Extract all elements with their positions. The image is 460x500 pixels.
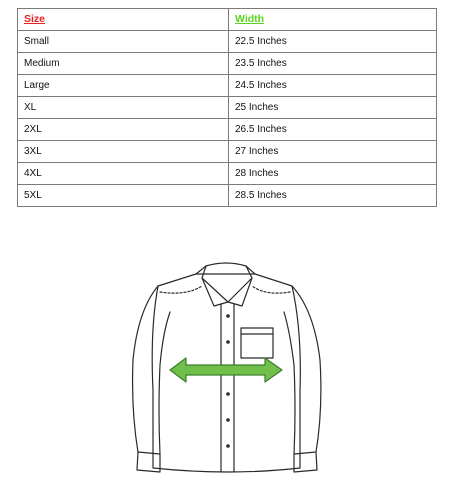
- shirt-outline-icon: [0, 240, 460, 500]
- width-cell: 25 Inches: [229, 97, 437, 119]
- width-cell: 23.5 Inches: [229, 53, 437, 75]
- double-arrow-icon: [170, 358, 282, 382]
- shirt-button: [226, 392, 230, 396]
- shirt-buttons: [226, 314, 230, 448]
- table-row: [18, 75, 437, 97]
- width-header-cell: [229, 9, 437, 31]
- size-header-cell: [18, 9, 229, 31]
- shirt-button: [226, 314, 230, 318]
- size-header: Size: [24, 13, 46, 25]
- size-cell: 5XL: [18, 185, 229, 207]
- width-cell: 27 Inches: [229, 141, 437, 163]
- size-cell: 2XL: [18, 119, 229, 141]
- table-header-row: [18, 9, 437, 31]
- shirt-left-sleeve: [133, 286, 170, 454]
- table-row: [18, 185, 437, 207]
- width-cell: 28 Inches: [229, 163, 437, 185]
- shirt-button: [226, 340, 230, 344]
- size-cell: 4XL: [18, 163, 229, 185]
- width-cell: 22.5 Inches: [229, 31, 437, 53]
- width-cell: 28.5 Inches: [229, 185, 437, 207]
- table-row: [18, 53, 437, 75]
- size-cell: XL: [18, 97, 229, 119]
- table-row: [18, 141, 437, 163]
- table-row: [18, 163, 437, 185]
- table-row: [18, 119, 437, 141]
- shirt-right-sleeve: [284, 286, 321, 454]
- shirt-right-cuff: [294, 452, 317, 472]
- table-row: [18, 97, 437, 119]
- size-cell: Large: [18, 75, 229, 97]
- width-cell: 24.5 Inches: [229, 75, 437, 97]
- width-cell: 26.5 Inches: [229, 119, 437, 141]
- shirt-left-cuff: [137, 452, 160, 472]
- width-header: Width: [235, 13, 265, 25]
- shirt-button: [226, 418, 230, 422]
- size-cell: Small: [18, 31, 229, 53]
- size-chart-table: [17, 8, 437, 207]
- size-cell: Medium: [18, 53, 229, 75]
- size-cell: 3XL: [18, 141, 229, 163]
- table-row: [18, 31, 437, 53]
- shirt-pocket: [241, 328, 273, 358]
- shirt-button: [226, 444, 230, 448]
